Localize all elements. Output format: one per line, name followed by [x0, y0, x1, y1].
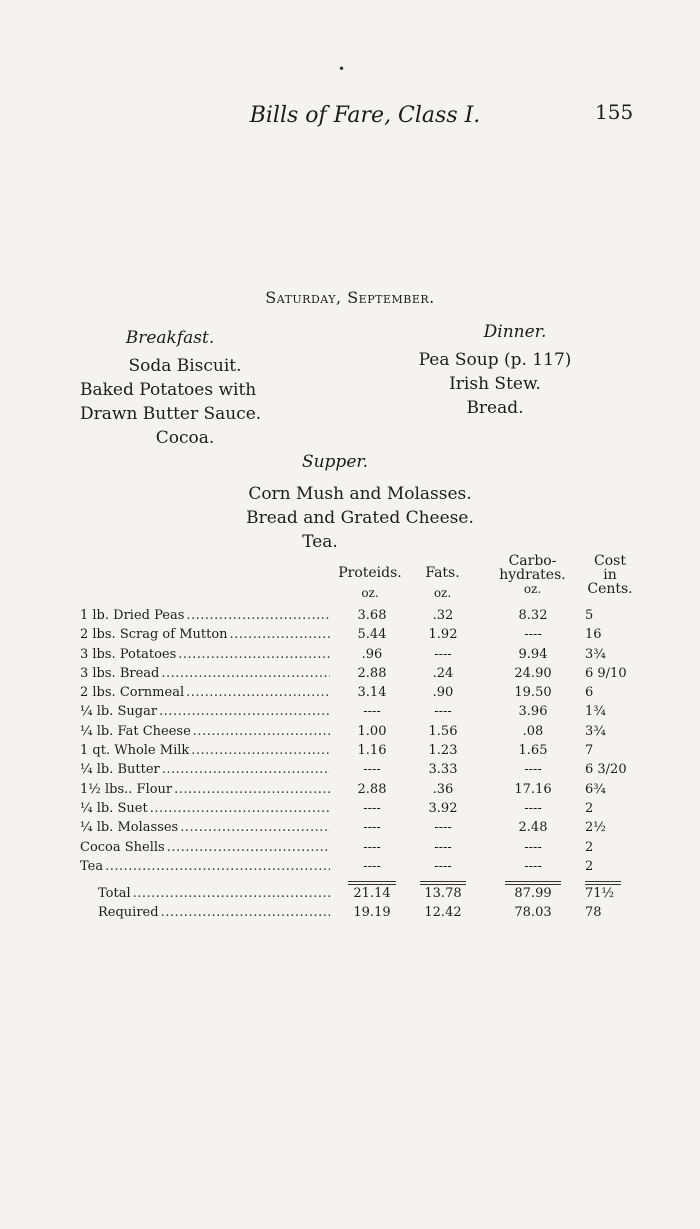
cell-carbs: ---- [524, 839, 542, 855]
cell-proteids: 5.44 [357, 627, 387, 643]
cell-label: ¼ lb. Sugar ..... [80, 704, 330, 719]
dinner-title: Dinner. [483, 322, 547, 342]
cell-fats: 1.23 [428, 743, 458, 759]
cell-label: ¼ lb. Fat Cheese ..... [80, 724, 330, 739]
cell-cost: 16 [585, 627, 602, 643]
table-row [80, 724, 640, 743]
cell-carbs: ---- [524, 762, 542, 778]
cell-proteids: ---- [363, 762, 381, 778]
supper-section [220, 450, 500, 554]
cell-proteids: 1.16 [357, 743, 387, 759]
rule-fats [420, 881, 466, 885]
breakfast-item: Soda Biscuit. [128, 356, 242, 376]
running-head: Bills of Fare, Class I. [249, 103, 481, 128]
cell-cost: 71½ [585, 886, 615, 902]
cell-label: Total ..... [80, 886, 330, 901]
table-row [80, 840, 640, 859]
cell-fats: ---- [434, 646, 452, 662]
cell-label: ¼ lb. Molasses ..... [80, 820, 330, 835]
cell-fats: .32 [432, 608, 454, 623]
cell-carbs: 3.96 [518, 704, 548, 720]
cell-carbs: 19.50 [514, 685, 552, 701]
table-row-total [80, 886, 640, 905]
cell-proteids: 2.88 [357, 781, 387, 797]
cell-label: 1½ lbs.. Flour ..... [80, 782, 330, 797]
cell-proteids: 2.88 [357, 665, 387, 681]
breakfast-section [60, 326, 310, 450]
rule-proteids [348, 881, 396, 885]
total-rules [80, 878, 640, 886]
cell-label: 2 lbs. Scrag of Mutton ..... [80, 627, 330, 642]
table-header [80, 552, 640, 608]
cell-proteids: 21.14 [353, 886, 391, 902]
header-cost-line1: Cost [594, 553, 626, 569]
cell-fats: 3.33 [428, 762, 458, 778]
cell-cost: 78 [585, 905, 602, 921]
header-proteids [330, 566, 410, 600]
cell-label: 3 lbs. Potatoes ..... [80, 647, 330, 662]
header-carb-line1: Carbo- [508, 553, 557, 569]
cell-proteids: .96 [361, 646, 383, 662]
dinner-item: Bread. [466, 398, 524, 418]
header-fats [415, 566, 470, 600]
table-row [80, 627, 640, 646]
supper-title: Supper. [301, 452, 369, 472]
table-row [80, 743, 640, 762]
cell-cost: 5 [585, 608, 594, 623]
cell-cost: 3¾ [585, 646, 606, 662]
cell-fats: ---- [434, 858, 452, 874]
cell-proteids: ---- [363, 839, 381, 855]
breakfast-item: Cocoa. [155, 428, 215, 448]
cell-fats: 13.78 [424, 886, 462, 902]
header-cost-line3: Cents. [587, 581, 633, 597]
breakfast-item: Baked Potatoes with [80, 380, 257, 400]
cell-cost: 6 9/10 [585, 665, 627, 681]
rule-carbs [505, 881, 561, 885]
cell-fats: 1.92 [428, 627, 458, 643]
nutrition-table [80, 552, 640, 925]
cell-proteids: 1.00 [357, 723, 387, 739]
table-row [80, 608, 640, 627]
cell-label: Required ..... [80, 905, 330, 920]
breakfast-title: Breakfast. [125, 328, 215, 348]
cell-cost: 2 [585, 839, 594, 855]
cell-cost: 6 3/20 [585, 762, 627, 778]
dinner-section [380, 320, 610, 420]
cell-fats: .24 [432, 665, 454, 681]
day-heading: Saturday, September. [265, 288, 435, 307]
header-cost [580, 554, 640, 596]
cell-label: 1 qt. Whole Milk ..... [80, 743, 330, 758]
header-carbohydrates [480, 554, 585, 596]
table-row-required [80, 905, 640, 924]
rule-cost [585, 881, 621, 885]
header-cost-line2: in [603, 567, 617, 583]
supper-item: Tea. [302, 532, 338, 552]
dinner-item: Pea Soup (p. 117) [418, 350, 572, 370]
cell-label: 3 lbs. Bread ..... [80, 666, 330, 681]
page-number: 155 [595, 100, 634, 124]
table-row [80, 666, 640, 685]
cell-fats: 3.92 [428, 800, 458, 816]
supper-item: Corn Mush and Molasses. [248, 484, 472, 504]
cell-cost: 2½ [585, 820, 606, 836]
table-row [80, 762, 640, 781]
cell-carbs: 2.48 [518, 820, 548, 836]
cell-carbs: 9.94 [518, 646, 548, 662]
cell-fats: ---- [434, 820, 452, 836]
cell-proteids: ---- [363, 800, 381, 816]
cell-proteids: 3.68 [357, 608, 387, 623]
dinner-item: Irish Stew. [449, 374, 541, 394]
cell-carbs: 78.03 [514, 905, 552, 921]
cell-carbs: 8.32 [518, 608, 548, 623]
cell-cost: 3¾ [585, 723, 606, 739]
cell-carbs: ---- [524, 627, 542, 643]
table-row [80, 859, 640, 878]
cell-label: 1 lb. Dried Peas ..... [80, 608, 330, 623]
table-body [80, 608, 640, 878]
cell-label: Tea ..... [80, 859, 330, 874]
table-row [80, 704, 640, 723]
breakfast-item: Drawn Butter Sauce. [80, 404, 262, 424]
cell-proteids: ---- [363, 858, 381, 874]
cell-proteids: ---- [363, 704, 381, 720]
cell-cost: 2 [585, 800, 594, 816]
table-row [80, 820, 640, 839]
cell-carbs: 24.90 [514, 665, 552, 681]
cell-fats: ---- [434, 839, 452, 855]
cell-proteids: 19.19 [353, 905, 391, 921]
cell-carbs: ---- [524, 800, 542, 816]
cell-fats: ---- [434, 704, 452, 720]
cell-label: ¼ lb. Suet ..... [80, 801, 330, 816]
cell-fats: 1.56 [428, 723, 458, 739]
cell-cost: 7 [585, 743, 594, 759]
header-unit: oz. [361, 586, 379, 600]
supper-item: Bread and Grated Cheese. [246, 508, 474, 528]
cell-proteids: ---- [363, 820, 381, 836]
header-fats-label: Fats. [425, 565, 460, 581]
cell-cost: 6 [585, 685, 594, 701]
cell-carbs: .08 [522, 723, 544, 739]
cell-carbs: 87.99 [514, 886, 552, 902]
table-row [80, 685, 640, 704]
table-row [80, 782, 640, 801]
cell-label: Cocoa Shells ..... [80, 840, 330, 855]
cell-cost: 6¾ [585, 781, 606, 797]
header-unit: oz. [433, 586, 452, 600]
cell-fats: .36 [432, 781, 454, 797]
cell-cost: 2 [585, 858, 594, 874]
cell-fats: .90 [432, 685, 454, 701]
table-row [80, 647, 640, 666]
header-proteids-label: Proteids. [338, 565, 402, 581]
cell-carbs: 1.65 [518, 743, 548, 759]
cell-proteids: 3.14 [357, 685, 387, 701]
cell-carbs: ---- [524, 858, 542, 874]
cell-carbs: 17.16 [514, 781, 552, 797]
print-speck: • [338, 62, 346, 76]
table-row [80, 801, 640, 820]
cell-fats: 12.42 [424, 905, 462, 921]
cell-label: 2 lbs. Cornmeal ..... [80, 685, 330, 700]
cell-cost: 1¾ [585, 704, 606, 720]
header-unit: oz. [523, 582, 542, 596]
cell-label: ¼ lb. Butter ..... [80, 762, 330, 777]
header-carb-line2: hydrates. [499, 567, 566, 583]
